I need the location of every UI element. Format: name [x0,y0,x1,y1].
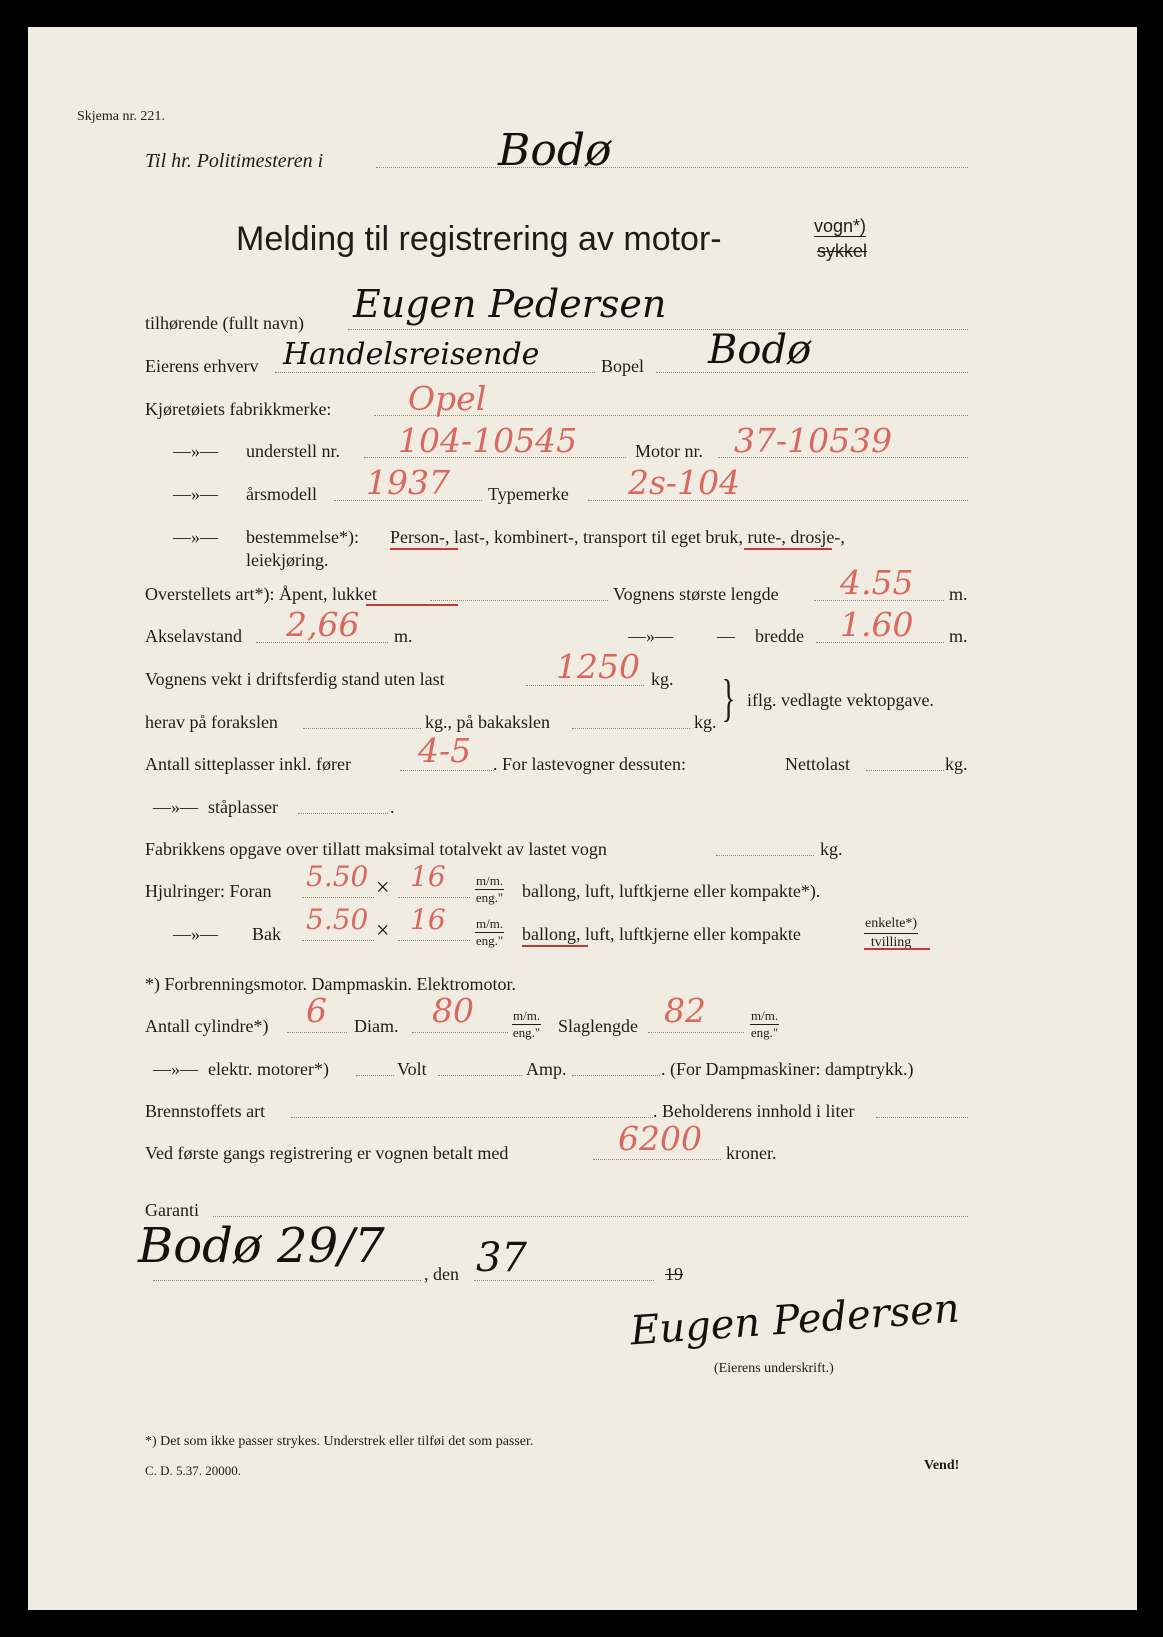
unit-mm-eng: m/m. eng." [750,1008,779,1040]
factory-max-label: Fabrikkens opgave over tillatt maksimal totalvekt av lastet vogn [145,839,607,859]
owner-name-label: tilhørende (fullt navn) [145,313,304,333]
weight-label: Vognens vekt i driftsferdig stand uten last [145,669,445,689]
underline-person [390,548,458,550]
underline-own-use [744,548,832,550]
tyres-front-options: ballong, luft, luftkjerne eller kompakte*). [522,881,821,901]
occupation-value: Handelsreisende [283,337,540,372]
year-prefix: 19 [665,1264,683,1284]
tank-field[interactable] [876,1117,968,1118]
weight-value: 1250 [556,647,640,686]
electric-field[interactable] [356,1075,394,1076]
times-sign: × [376,875,390,901]
place-date-value: Bodø 29/7 [138,1218,385,1274]
ditto-mark: —»— [173,527,218,547]
unit-m: m. [949,584,968,604]
guarantee-label: Garanti [145,1200,199,1220]
diameter-field[interactable] [412,1032,508,1033]
wheels-front-label: Hjulringer: Foran [145,881,272,901]
seats-label: Antall sitteplasser inkl. fører [145,754,351,774]
make-value: Opel [408,379,487,418]
ditto-mark: —»— [173,441,218,461]
tyre-front-width-field[interactable] [302,897,374,898]
fuel-label: Brennstoffets art [145,1101,266,1121]
tyre-rear-width-value: 5.50 [306,903,369,936]
year-value: 37 [476,1235,527,1281]
rear-axle-field[interactable] [572,728,690,729]
ditto-mark: —»— [173,484,218,504]
max-length-value: 4.55 [840,563,914,602]
body-type-field[interactable] [430,600,608,601]
front-axle-field[interactable] [303,728,421,729]
body-type-label: Overstellets art*): Åpent, lukket [145,584,377,604]
ditto-mark: —»— [173,924,218,944]
volt-field[interactable] [438,1075,522,1076]
width-label: bredde [755,626,804,646]
purpose-label: bestemmelse*): [246,527,359,547]
tyres-rear-ballong[interactable]: ballong [522,924,576,944]
tyres-rear-options: ballong, luft, luftkjerne eller kompakte [522,924,801,944]
tank-label: . Beholderens innhold i liter [653,1101,855,1121]
rear-axle-label: kg., på bakakslen [425,712,550,732]
chassis-label: understell nr. [246,441,340,461]
steam-label: . (For Dampmaskiner: damptrykk.) [661,1059,914,1079]
police-district-field[interactable] [376,167,968,168]
price-field[interactable] [593,1159,721,1160]
unit-kg: kg. [945,754,968,774]
residence-field[interactable] [656,372,968,373]
type-mark-value: 2s-104 [628,463,741,502]
unit-mm-eng: m/m. eng." [475,873,504,905]
standing-field[interactable] [298,813,388,814]
purpose-own-use[interactable]: eget bruk [670,527,739,547]
purpose-person[interactable]: Person [390,527,439,547]
ditto-mark: —»— [153,797,198,817]
stroke-field[interactable] [648,1032,744,1033]
stroke-label: Slaglengde [558,1016,638,1036]
price-value: 6200 [618,1119,702,1158]
cylinders-value: 6 [306,991,327,1030]
seats-field[interactable] [400,770,494,771]
underline-ballong [522,945,588,947]
unit-mm-eng: m/m. eng." [512,1008,541,1040]
diameter-label: Diam. [354,1016,399,1036]
unit-m: m. [394,626,413,646]
net-load-label: Nettolast [785,754,850,774]
turn-over-label: Vend! [924,1458,960,1473]
motor-types-note: *) Forbrenningsmotor. Dampmaskin. Elektromotor. [145,974,516,994]
unit-kg: kg. [651,669,674,689]
form-sheet [28,27,1137,1610]
signature-label: (Eierens underskrift.) [714,1361,834,1376]
footnote: *) Det som ikke passer strykes. Understrek eller tilføi det som passer. [145,1434,534,1449]
title-option-sykkel: sykkel [817,241,868,261]
form-title: Melding til registrering av motor- [236,220,722,258]
den-label: , den [424,1264,459,1284]
engine-no-value: 37-10539 [734,421,893,460]
owner-name-field[interactable] [348,329,968,330]
guarantee-field[interactable] [213,1216,968,1217]
chassis-value: 104-10545 [398,421,578,460]
owner-signature: Eugen Pedersen [628,1285,962,1355]
tyre-rear-rim-value: 16 [410,903,446,936]
unit-kg: kg. [820,839,843,859]
weight-spec-note: iflg. vedlagte vektopgave. [747,690,934,710]
seats-value: 4-5 [418,731,472,770]
volt-label: Volt [397,1059,427,1079]
dash: — [717,626,735,646]
wheelbase-label: Akselavstand [145,626,242,646]
period: . [390,797,395,817]
addressee-label: Til hr. Politimesteren i [145,150,324,172]
police-district-value: Bodø [498,125,612,176]
weight-brace: } [721,670,736,727]
amp-field[interactable] [572,1075,660,1076]
paid-label: Ved første gangs registrering er vognen betalt med [145,1143,509,1163]
tyre-front-rim-field[interactable] [398,897,470,898]
title-option-vogn: vogn*) [814,216,867,236]
unit-mm-eng: m/m. eng." [475,916,504,948]
tyre-front-rim-value: 16 [410,860,446,893]
year-model-value: 1937 [366,463,450,502]
truck-extra-label: . For lastevogner dessuten: [493,754,686,774]
occupation-label: Eierens erhverv [145,356,259,376]
underline-closed [366,604,458,606]
residence-value: Bodø [708,327,812,373]
factory-max-field[interactable] [716,855,814,856]
ditto-mark: —»— [628,626,673,646]
cylinders-label: Antall cylindre*) [145,1016,269,1036]
unit-m: m. [949,626,968,646]
width-value: 1.60 [840,605,914,644]
print-code: C. D. 5.37. 20000. [145,1463,242,1478]
kroner-label: kroner. [726,1143,777,1163]
front-axle-label: herav på forakslen [145,712,278,732]
single-twin-choice[interactable]: enkelte*) tvilling [865,916,918,950]
amp-label: Amp. [526,1059,567,1079]
wheelbase-value: 2,66 [286,605,360,644]
tyre-rear-rim-field[interactable] [398,940,470,941]
cylinders-field[interactable] [287,1032,347,1033]
times-sign: × [376,918,390,944]
fuel-field[interactable] [291,1117,653,1118]
type-mark-label: Typemerke [488,484,569,504]
occupation-field[interactable] [275,372,595,373]
purpose-line2: leiekjøring. [246,550,329,570]
form-number: Skjema nr. 221. [77,109,165,124]
place-date-field[interactable] [153,1280,421,1281]
residence-label: Bopel [601,356,644,376]
diameter-value: 80 [432,991,474,1030]
max-length-label: Vognens største lengde [613,584,779,604]
owner-name-value: Eugen Pedersen [353,282,667,326]
unit-kg: kg. [694,712,717,732]
engine-no-label: Motor nr. [635,441,704,461]
rear-label: Bak [252,924,281,944]
stroke-value: 82 [664,991,706,1030]
tyre-front-width-value: 5.50 [306,860,369,893]
make-label: Kjøretøiets fabrikkmerke: [145,399,332,419]
tyre-rear-width-field[interactable] [302,940,374,941]
year-model-label: årsmodell [246,484,317,504]
electric-label: elektr. motorer*) [208,1059,329,1079]
underline-twin [864,948,930,950]
standing-label: ståplasser [208,797,278,817]
ditto-mark: —»— [153,1059,198,1079]
purpose-options: Person-, last-, kombinert-, transport til eget bruk, rute-, drosje-, [390,527,845,547]
net-load-field[interactable] [866,770,944,771]
